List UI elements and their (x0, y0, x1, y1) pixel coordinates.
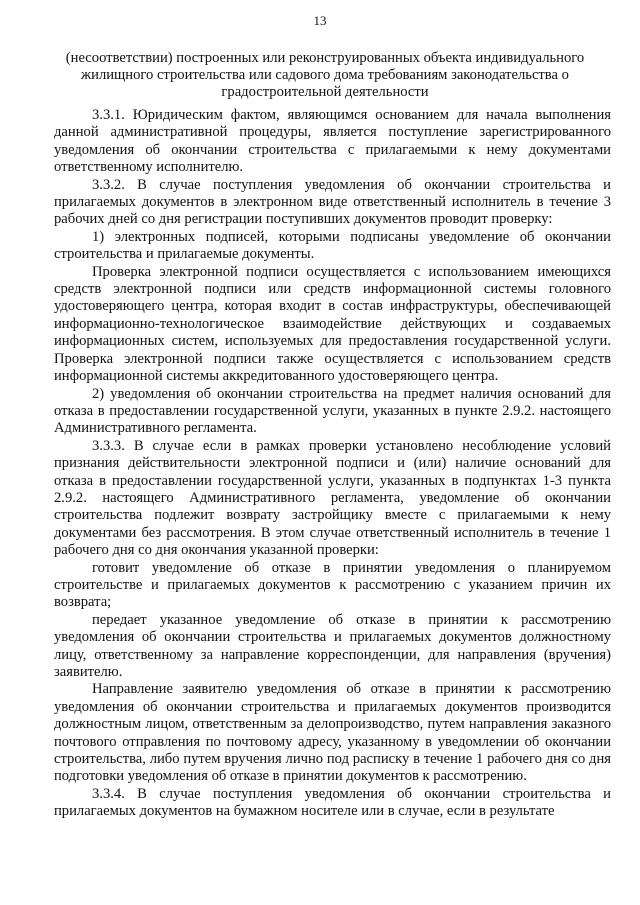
paragraph-3-3-1: 3.3.1. Юридическим фактом, являющимся основанием для начала выполнения данной административной процедуры, является поступление зарегистрированного уведомления об окончании строительства с прилагаемыми к нему документами ответственному исполнителю. (54, 107, 611, 176)
paragraph-3-3-4: 3.3.4. В случае поступления уведомления об окончании строительства и прилагаемых документов на бумажном носителе или в случае, если в результате (54, 785, 611, 820)
paragraph-prepare-refusal: готовит уведомление об отказе в принятии уведомления о планируемом строительстве и прилагаемых документов к рассмотрению с указанием причин их возврата; (54, 559, 611, 611)
paragraph-item-2: 2) уведомления об окончании строительства на предмет наличия оснований для отказа в предоставлении государственной услуги, указанных в пункте 2.9.2. настоящего Административного регламента. (54, 385, 611, 437)
paragraph-item-1: 1) электронных подписей, которыми подписаны уведомление об окончании строительства и прилагаемые документы. (54, 228, 611, 263)
paragraph-3-3-3: 3.3.3. В случае если в рамках проверки установлено несоблюдение условий признания действительности электронной подписи и (или) наличие оснований для отказа в предоставлении государственной услуги, указанных в подпунктах 1-3 пункта 2.9.2. настоящего Административного регламента, уведомление об окончании строительства подлежит возврату застройщику вместе с прилагаемыми к нему документами без рассмотрения. В этом случае ответственный исполнитель в течение 1 рабочего дня со дня окончания указанной проверки: (54, 437, 611, 559)
page-number: 13 (313, 13, 327, 28)
document-body (54, 107, 611, 821)
paragraph-transfer-refusal: передает указанное уведомление об отказе в принятии к рассмотрению уведомления об окончании строительства и прилагаемых документов должностному лицу, ответственному за направление корреспонденции, для направления (вручения) заявителю. (54, 611, 611, 680)
paragraph-3-3-2: 3.3.2. В случае поступления уведомления об окончании строительства и прилагаемых документов в электронном виде ответственный исполнитель в течение 3 рабочих дней со дня регистрации поступивших документов проводит проверку: (54, 176, 611, 228)
paragraph-signature-check: Проверка электронной подписи осуществляется с использованием имеющихся средств электронной подписи или средств информационной системы головного удостоверяющего центра, которая входит в состав инфраструктуры, обеспечивающей информационно-технологическое взаимодействие действующих и создаваемых информационных систем, используемых для предоставления государственной услуги. Проверка электронной подписи также осуществляется с использованием средств информационной системы аккредитованного удостоверяющего центра. (54, 263, 611, 385)
paragraph-sending-refusal: Направление заявителю уведомления об отказе в принятии к рассмотрению уведомления об окончании строительства и прилагаемых документов производится должностным лицом, ответственным за делопроизводство, путем направления заказного почтового отправления по почтовому адресу, указанному в уведомлении об окончании строительства, либо путем вручения лично под расписку в течение 1 рабочего дня со дня подготовки уведомления об отказе в принятии документов к рассмотрению. (54, 681, 611, 785)
section-heading: (несоответствии) построенных или реконструированных объекта индивидуального жилищного строительства или садового дома требованиям законодательства о градостроительной деятельности (65, 50, 585, 100)
